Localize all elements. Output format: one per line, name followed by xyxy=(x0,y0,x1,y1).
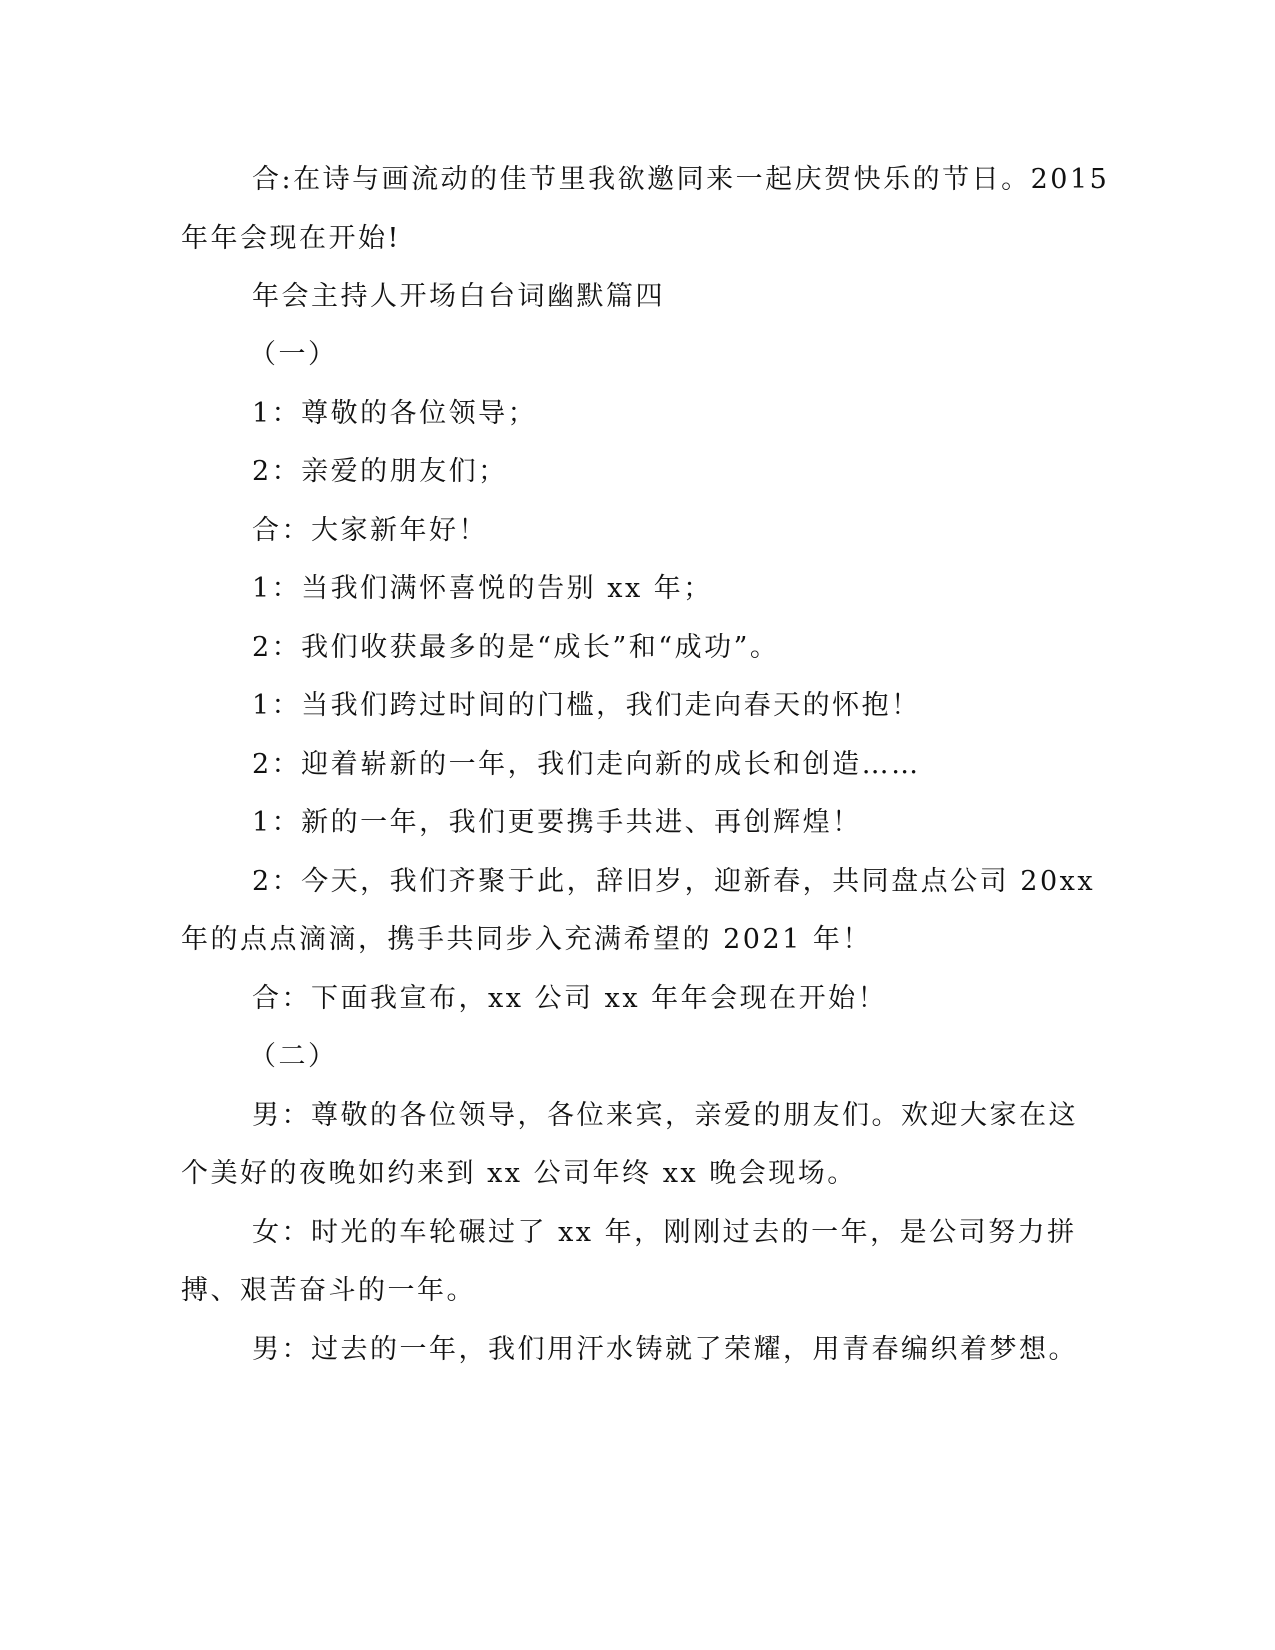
paragraph-line: 1：当我们满怀喜悦的告别 xx 年； xyxy=(252,573,713,604)
section-number: （二） xyxy=(249,1041,338,1072)
paragraph-line: 搏、艰苦奋斗的一年。 xyxy=(181,1275,476,1306)
paragraph-line: 2：今天，我们齐聚于此，辞旧岁，迎新春，共同盘点公司 20xx xyxy=(252,866,1096,897)
paragraph-line: 年的点点滴滴，携手共同步入充满希望的 2021 年！ xyxy=(181,924,872,955)
paragraph-line: 合：大家新年好！ xyxy=(252,515,488,546)
paragraph-line: 合：下面我宣布，xx 公司 xx 年年会现在开始！ xyxy=(252,983,888,1014)
paragraph-line: 2：亲爱的朋友们； xyxy=(252,456,508,487)
paragraph-line: 男：尊敬的各位领导，各位来宾，亲爱的朋友们。欢迎大家在这 xyxy=(252,1100,1078,1131)
section-heading: 年会主持人开场白台词幽默篇四 xyxy=(252,281,665,312)
paragraph-line: 1：尊敬的各位领导； xyxy=(252,398,538,429)
paragraph-line: 男：过去的一年，我们用汗水铸就了荣耀，用青春编织着梦想。 xyxy=(252,1334,1078,1365)
paragraph-line: 个美好的夜晚如约来到 xx 公司年终 xx 晚会现场。 xyxy=(181,1158,857,1189)
paragraph-line: 年年会现在开始! xyxy=(181,223,401,254)
paragraph-line: 2：迎着崭新的一年，我们走向新的成长和创造…… xyxy=(252,749,921,780)
paragraph-line: 1：当我们跨过时间的门槛，我们走向春天的怀抱！ xyxy=(252,690,921,721)
paragraph-line: 合:在诗与画流动的佳节里我欲邀同来一起庆贺快乐的节日。2015 xyxy=(252,164,1110,195)
paragraph-line: 女：时光的车轮碾过了 xx 年，刚刚过去的一年，是公司努力拼 xyxy=(252,1217,1077,1248)
section-number: （一） xyxy=(249,339,338,370)
paragraph-line: 1：新的一年，我们更要携手共进、再创辉煌！ xyxy=(252,807,862,838)
paragraph-line: 2：我们收获最多的是“成长”和“成功”。 xyxy=(252,632,780,663)
